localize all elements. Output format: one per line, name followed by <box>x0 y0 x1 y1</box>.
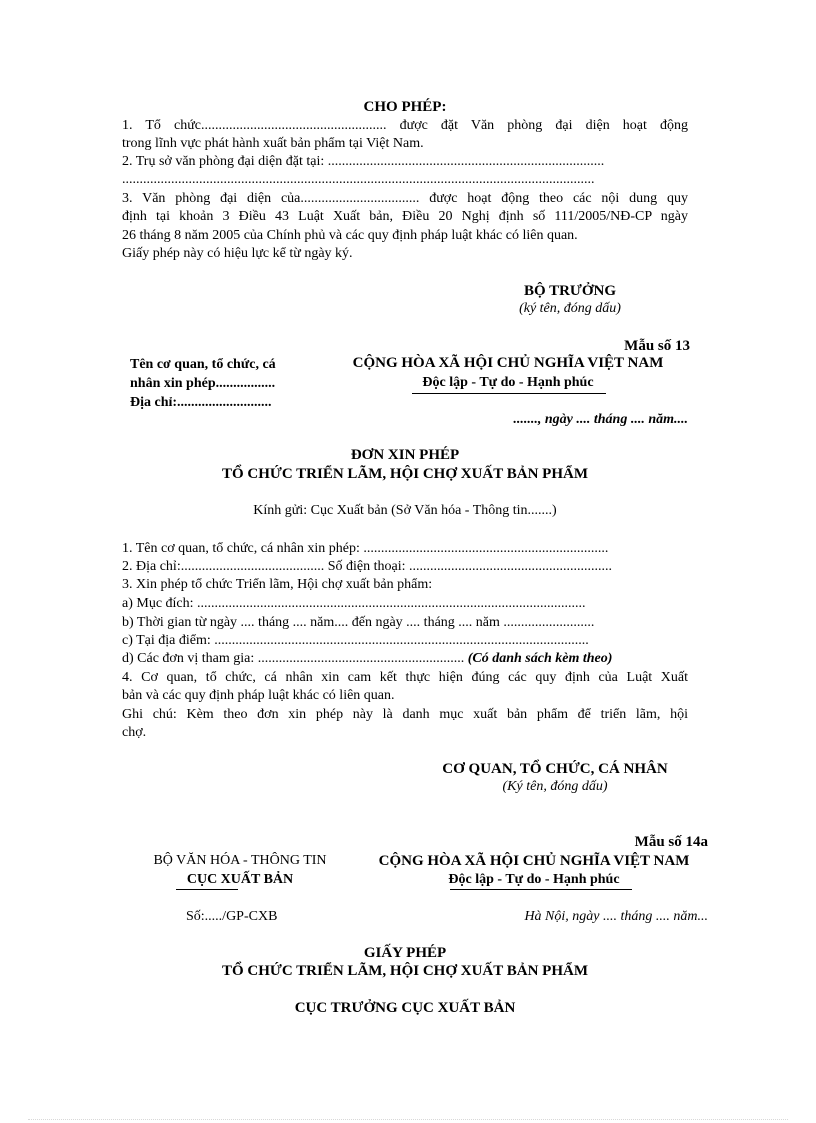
form14a-ministry: BỘ VĂN HÓA - THÔNG TIN <box>153 853 327 868</box>
form13-item-4b: bản và các quy định pháp luật khác có liên quan. <box>122 688 395 703</box>
form14a-number: Mẫu số 14a <box>634 834 708 850</box>
form14a-department-underline <box>176 889 238 890</box>
form14a-doc-number: Số:...../GP-CXB <box>186 909 278 924</box>
form13-item-3a: a) Mục đích: ............................................................................................................... <box>122 596 586 611</box>
permit-line-2b: ....................................................................................................................................... <box>122 172 595 187</box>
permit-signer-note: (ký tên, đóng dấu) <box>519 301 621 316</box>
form13-republic: CỘNG HÒA XÃ HỘI CHỦ NGHĨA VIỆT NAM <box>352 355 664 371</box>
form13-motto: Độc lập - Tự do - Hạnh phúc <box>422 375 594 390</box>
permit-signer-title: BỘ TRƯỞNG <box>523 283 617 299</box>
form13-date-line: ......., ngày .... tháng .... năm.... <box>513 412 688 427</box>
form13-title-1: ĐƠN XIN PHÉP <box>350 447 460 463</box>
form14a-authority: CỤC TRƯỞNG CỤC XUẤT BẢN <box>294 1000 516 1016</box>
form13-item-1: 1. Tên cơ quan, tổ chức, cá nhân xin phép: ...................................................................... <box>122 541 609 556</box>
form13-item-3d-text: d) Các đơn vị tham gia: ........................................................... <box>122 651 465 666</box>
form13-note-b: chợ. <box>122 725 147 740</box>
form13-item-3d-note: (Có danh sách kèm theo) <box>467 651 613 666</box>
form13-applicant-line-2: nhân xin phép................. <box>130 376 276 391</box>
form13-item-3: 3. Xin phép tổ chức Triển lãm, Hội chợ xuất bản phẩm: <box>122 577 433 592</box>
form13-motto-underline <box>412 393 606 394</box>
form13-number: Mẫu số 13 <box>624 338 690 354</box>
permit-heading: CHO PHÉP: <box>363 99 447 115</box>
permit-line-3a: 3. Văn phòng đại diện của.................................. được hoạt động theo các nội dung quy <box>122 191 688 206</box>
form14a-republic: CỘNG HÒA XÃ HỘI CHỦ NGHĨA VIỆT NAM <box>378 853 690 869</box>
form13-signer-note: (Ký tên, đóng dấu) <box>502 779 608 794</box>
permit-validity: Giấy phép này có hiệu lực kể từ ngày ký. <box>122 246 353 261</box>
form14a-title-1: GIẤY PHÉP <box>363 945 447 961</box>
form13-item-3d <box>122 650 612 668</box>
form14a-date-line: Hà Nội, ngày .... tháng .... năm... <box>524 909 708 924</box>
form14a-motto-underline <box>450 889 632 890</box>
permit-line-2a: 2. Trụ sở văn phòng đại diện đặt tại: ............................................................................... <box>122 154 605 169</box>
form13-item-2: 2. Địa chỉ:......................................... Số điện thoại: .......................................................... <box>122 559 612 574</box>
form14a-motto: Độc lập - Tự do - Hạnh phúc <box>448 872 620 887</box>
form14a-department: CỤC XUẤT BẢN <box>186 872 294 887</box>
permit-line-1b: trong lĩnh vực phát hành xuất bản phẩm tại Việt Nam. <box>122 136 424 151</box>
form13-address-line: Địa chỉ:........................... <box>130 395 272 410</box>
form13-applicant-line-1: Tên cơ quan, tổ chức, cá <box>130 357 276 372</box>
form13-signer-title: CƠ QUAN, TỔ CHỨC, CÁ NHÂN <box>442 761 668 777</box>
permit-line-1a: 1. Tổ chức..................................................... được đặt Văn phòng đại diện hoạt động <box>122 118 688 133</box>
form13-item-3c: c) Tại địa điểm: ........................................................................................................... <box>122 633 589 648</box>
permit-line-3b: định tại khoản 3 Điều 43 Luật Xuất bản, Điều 20 Nghị định số 111/2005/NĐ-CP ngày <box>122 209 688 224</box>
form14a-title-2: TỔ CHỨC TRIỂN LÃM, HỘI CHỢ XUẤT BẢN PHẨM <box>222 963 588 979</box>
form13-addressee: Kính gửi: Cục Xuất bản (Sở Văn hóa - Thông tin.......) <box>253 503 557 518</box>
page-bottom-divider <box>28 1119 788 1120</box>
form13-note-a: Ghi chú: Kèm theo đơn xin phép này là danh mục xuất bản phẩm để triển lãm, hội <box>122 707 688 722</box>
form13-item-3b: b) Thời gian từ ngày .... tháng .... năm.... đến ngày .... tháng .... năm .......................... <box>122 615 595 630</box>
form13-title-2: TỔ CHỨC TRIỂN LÃM, HỘI CHỢ XUẤT BẢN PHẨM <box>222 466 588 482</box>
permit-line-3c: 26 tháng 8 năm 2005 của Chính phủ và các quy định pháp luật khác có liên quan. <box>122 228 578 243</box>
form13-item-4a: 4. Cơ quan, tổ chức, cá nhân xin cam kết thực hiện đúng các quy định của Luật Xuất <box>122 670 688 685</box>
